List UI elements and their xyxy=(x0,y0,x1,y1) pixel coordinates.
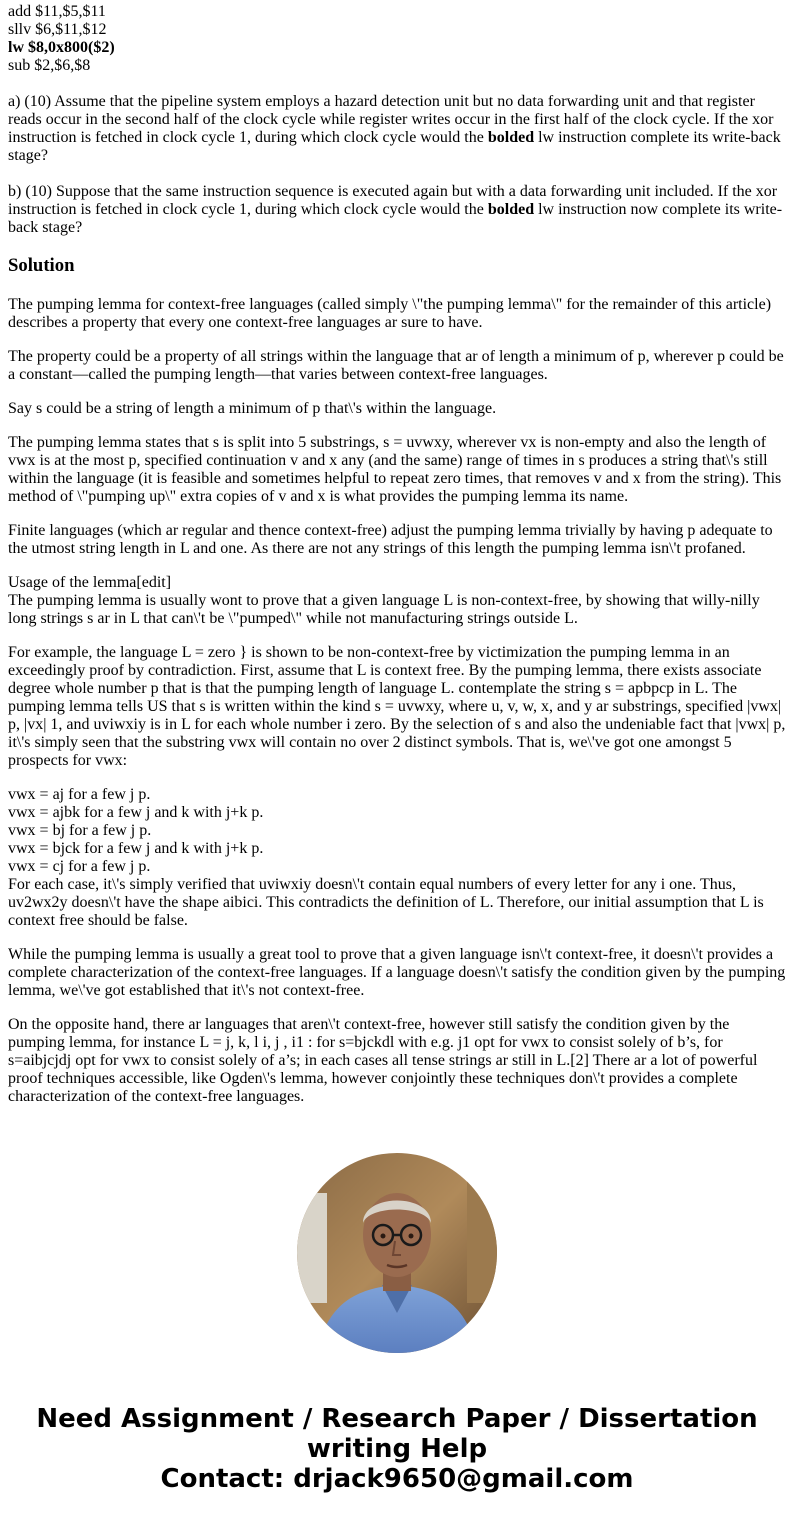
paragraph: Finite languages (which ar regular and thence context-free) adjust the pumping lemma trivially by having p adequate to the utmost string length in L and one. As there are not any strings of this length the pumping lemma isn\'t profaned. xyxy=(8,522,773,557)
contact-email: Contact: drjack9650@gmail.com xyxy=(160,1464,634,1494)
code-line: sllv $6,$11,$12 xyxy=(8,21,107,38)
question-b-text: b) (10) Suppose that the same instruction sequence is executed again but with a data forwarding unit included. If the xor instruction is fetched in clock cycle 1, during which clock cycle would the xyxy=(8,183,778,218)
code-line-bolded: lw $8,0x800($2) xyxy=(8,39,115,56)
question-b-text-end: lw instruction now complete its write-back stage? xyxy=(8,201,783,236)
solution-heading: Solution xyxy=(8,255,75,276)
paragraph: The pumping lemma states that s is split into 5 substrings, s = uvwxy, wherever vx is non-empty and also the length of vwx is at the most p, specified continuation v and x any (and the same) range of times in s produces a string that\'s still within the language (it is feasible and sometimes helpful to repeat zero times, that removes v and x from the string). This method of \"pumping up\" extra copies of v and x is what provides the pumping lemma its name. xyxy=(8,434,782,505)
list-item: vwx = ajbk for a few j and k with j+k p. xyxy=(8,804,264,821)
paragraph: The pumping lemma is usually wont to prove that a given language L is non-context-free, by showing that willy-nilly long strings s ar in L that can\'t be \"pumped\" while not manufacturing strings outside L. xyxy=(8,592,760,627)
footer-line: Need Assignment / Research Paper / Dissertation xyxy=(36,1404,758,1434)
article-content xyxy=(8,3,786,1122)
question-a-text: a) (10) Assume that the pipeline system employs a hazard detection unit but no data forwarding unit and that register reads occur in the second half of the clock cycle while register writes occur in the first half of the clock cycle. If the xor instruction is fetched in clock cycle 1, during which clock cycle would the xyxy=(8,93,774,146)
paragraph: Say s could be a string of length a minimum of p that\'s within the language. xyxy=(8,400,497,417)
code-block xyxy=(8,3,786,75)
question-a-bold: bolded xyxy=(487,129,535,146)
footer-line: writing Help xyxy=(306,1434,488,1464)
author-portrait xyxy=(297,1153,497,1353)
cases-list xyxy=(8,786,786,876)
question-a xyxy=(8,93,786,165)
author-avatar xyxy=(297,1153,497,1353)
paragraph: On the opposite hand, there ar languages that aren\'t context-free, however still satisfy the condition given by the pumping lemma, for instance L = j, k, l i, j , i1 : for s=bjckdl with e.g. j1 opt for vwx to consist solely of b’s, for s=aibjcjdj opt for vwx to consist solely of a’s; in each cases all tense strings ar still in L.[2] There ar a lot of powerful proof techniques accessible, like Ogden\'s lemma, however conjointly these techniques don\'t provides a complete characterization of the context-free languages. xyxy=(8,1016,758,1105)
list-item: vwx = cj for a few j p. xyxy=(8,858,151,875)
paragraph: The property could be a property of all strings within the language that ar of length a minimum of p, wherever p could be a constant—called the pumping length—that varies between context-free languages. xyxy=(8,348,784,383)
question-a-text-end: lw instruction complete its write-back stage? xyxy=(8,129,781,164)
list-item: vwx = bj for a few j p. xyxy=(8,822,152,839)
list-item: vwx = aj for a few j p. xyxy=(8,786,151,803)
code-line: add $11,$5,$11 xyxy=(8,3,106,20)
question-b xyxy=(8,183,786,237)
usage-heading: Usage of the lemma[edit] xyxy=(8,574,172,591)
question-b-bold: bolded xyxy=(487,201,535,218)
paragraph: For example, the language L = zero } is shown to be non-context-free by victimization the pumping lemma in an exceedingly proof by contradiction. First, assume that L is context free. By the pumping lemma, there exists associate degree whole number p that is that the pumping length of language L. contemplate the string s = apbpcp in L. The pumping lemma tells US that s is written within the kind s = uvwxy, where u, v, w, x, and y ar substrings, specified |vwx| p, |vx| 1, and uviwxiy is in L for each whole number i zero. By the selection of s and also the undeniable fact that |vwx| p, it\'s simply seen that the substring vwx will contain no over 2 distinct symbols. That is, we\'ve got one amongst 5 prospects for vwx: xyxy=(8,644,786,769)
paragraph: The pumping lemma for context-free languages (called simply \"the pumping lemma\" for the remainder of this article) describes a property that every one context-free languages ar sure to have. xyxy=(8,296,772,331)
code-line: sub $2,$6,$8 xyxy=(8,57,91,74)
list-item: vwx = bjck for a few j and k with j+k p. xyxy=(8,840,264,857)
usage-section xyxy=(8,574,786,628)
paragraph: For each case, it\'s simply verified that uviwxiy doesn\'t contain equal numbers of every letter for any i one. Thus, uv2wx2y doesn\'t have the shape aibici. This contradicts the definition of L. Therefore, our initial assumption that L is context free should be false. xyxy=(8,876,764,929)
promo-footer xyxy=(0,1404,794,1494)
paragraph: While the pumping lemma is usually a great tool to prove that a given language isn\'t context-free, it doesn\'t provides a complete characterization of the context-free languages. If a language doesn\'t satisfy the condition given by the pumping lemma, we\'ve got established that it\'s not context-free. xyxy=(8,946,786,999)
